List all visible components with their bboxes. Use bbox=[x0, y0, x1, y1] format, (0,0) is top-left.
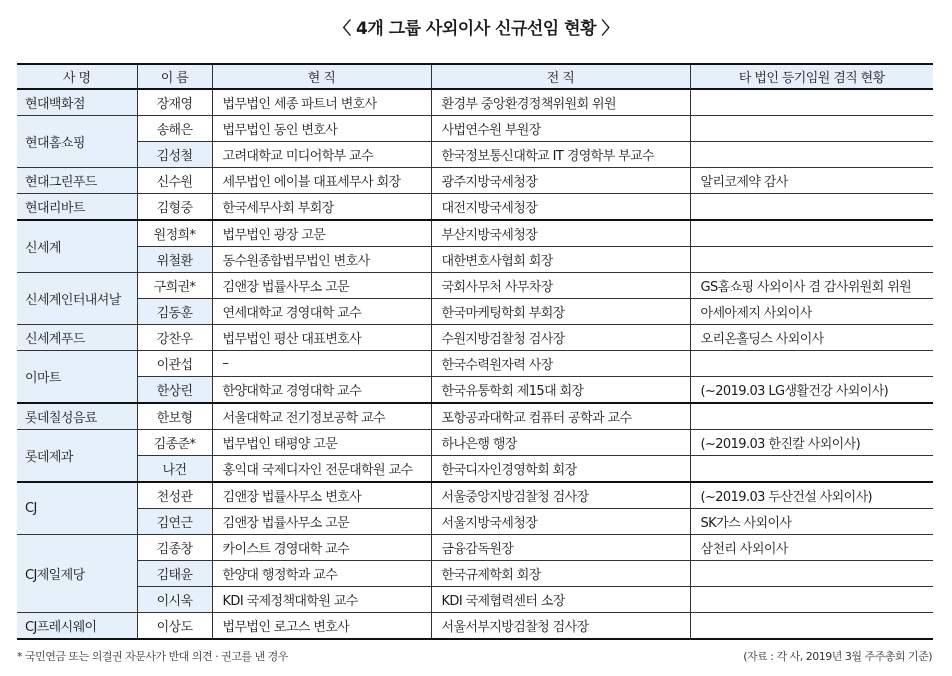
name-cell: 김종창 bbox=[137, 535, 212, 561]
current-position-cell: – bbox=[212, 351, 431, 377]
current-position-cell: 김앤장 법률사무소 변호사 bbox=[212, 482, 431, 509]
name-cell: 김형중 bbox=[137, 194, 212, 221]
other-board-cell: (~2019.03 LG생활건강 사외이사) bbox=[690, 377, 933, 404]
former-position-cell: 국회사무처 사무차장 bbox=[431, 273, 690, 299]
other-board-cell: (~2019.03 두산건설 사외이사) bbox=[690, 482, 933, 509]
current-position-cell: 세무법인 에이블 대표세무사 회장 bbox=[212, 168, 431, 194]
name-cell: 김성철 bbox=[137, 142, 212, 168]
current-position-cell: 서울대학교 전기정보공학 교수 bbox=[212, 403, 431, 430]
name-cell: 김동훈 bbox=[137, 299, 212, 325]
name-cell: 장재영 bbox=[137, 89, 212, 116]
former-position-cell: 하나은행 행장 bbox=[431, 430, 690, 456]
other-board-cell: 오리온홀딩스 사외이사 bbox=[690, 325, 933, 351]
name-cell: 신수원 bbox=[137, 168, 212, 194]
company-cell: 현대백화점 bbox=[17, 89, 137, 116]
table-row bbox=[17, 613, 933, 640]
former-position-cell: 사법연수원 부원장 bbox=[431, 116, 690, 142]
other-board-cell bbox=[690, 247, 933, 273]
current-position-cell: 한양대학교 경영대학 교수 bbox=[212, 377, 431, 404]
table-row bbox=[17, 377, 933, 404]
former-position-cell: 환경부 중앙환경정책위원회 위원 bbox=[431, 89, 690, 116]
table-row bbox=[17, 273, 933, 299]
company-cell: 롯데제과 bbox=[17, 430, 137, 483]
other-board-cell: 삼천리 사외이사 bbox=[690, 535, 933, 561]
former-position-cell: 대전지방국세청장 bbox=[431, 194, 690, 221]
former-position-cell: 금융감독원장 bbox=[431, 535, 690, 561]
table-row bbox=[17, 247, 933, 273]
other-board-cell: SK가스 사외이사 bbox=[690, 509, 933, 535]
name-cell: 이관섭 bbox=[137, 351, 212, 377]
table-body bbox=[17, 89, 933, 639]
former-position-cell: 서울중앙지방검찰청 검사장 bbox=[431, 482, 690, 509]
company-cell: 신세계푸드 bbox=[17, 325, 137, 351]
current-position-cell: 법무법인 태평양 고문 bbox=[212, 430, 431, 456]
company-cell: 신세계 bbox=[17, 220, 137, 273]
other-board-cell bbox=[690, 561, 933, 587]
current-position-cell: 동수원종합법무법인 변호사 bbox=[212, 247, 431, 273]
name-cell: 구희권* bbox=[137, 273, 212, 299]
former-position-cell: 포항공과대학교 컴퓨터 공학과 교수 bbox=[431, 403, 690, 430]
former-position-cell: 한국규제학회 회장 bbox=[431, 561, 690, 587]
current-position-cell: 김앤장 법률사무소 고문 bbox=[212, 273, 431, 299]
company-cell: 현대홈쇼핑 bbox=[17, 116, 137, 168]
name-cell: 이시욱 bbox=[137, 587, 212, 613]
former-position-cell: 서울지방국세청장 bbox=[431, 509, 690, 535]
company-cell: CJ bbox=[17, 482, 137, 535]
page-title: 〈 4개 그룹 사외이사 신규선임 현황 〉 bbox=[334, 19, 618, 39]
other-board-cell bbox=[690, 194, 933, 221]
table-row bbox=[17, 482, 933, 509]
table-row bbox=[17, 220, 933, 247]
table-row bbox=[17, 142, 933, 168]
table-header-row bbox=[17, 64, 933, 89]
name-cell: 이상도 bbox=[137, 613, 212, 640]
name-cell: 나건 bbox=[137, 456, 212, 483]
outside-directors-table bbox=[17, 63, 933, 640]
name-cell: 송해은 bbox=[137, 116, 212, 142]
current-position-cell: 홍익대 국제디자인 전문대학원 교수 bbox=[212, 456, 431, 483]
current-position-cell: 연세대학교 경영대학 교수 bbox=[212, 299, 431, 325]
other-board-cell bbox=[690, 456, 933, 483]
table-row bbox=[17, 509, 933, 535]
former-position-cell: 서울서부지방검찰청 검사장 bbox=[431, 613, 690, 640]
company-cell: 이마트 bbox=[17, 351, 137, 404]
header-name: 이 름 bbox=[137, 64, 212, 89]
source-note: (자료 : 각 사, 2019년 3월 주주총회 기준) bbox=[743, 650, 932, 663]
name-cell: 김종준* bbox=[137, 430, 212, 456]
header-company: 사 명 bbox=[17, 64, 137, 89]
name-cell: 한보형 bbox=[137, 403, 212, 430]
other-board-cell: 알리코제약 감사 bbox=[690, 168, 933, 194]
former-position-cell: 한국마케팅학회 부회장 bbox=[431, 299, 690, 325]
company-cell: 신세계인터내셔날 bbox=[17, 273, 137, 325]
other-board-cell bbox=[690, 403, 933, 430]
table-row bbox=[17, 535, 933, 561]
name-cell: 한상린 bbox=[137, 377, 212, 404]
current-position-cell: 고려대학교 미디어학부 교수 bbox=[212, 142, 431, 168]
other-board-cell bbox=[690, 220, 933, 247]
former-position-cell: 한국유통학회 제15대 회장 bbox=[431, 377, 690, 404]
other-board-cell bbox=[690, 613, 933, 640]
name-cell: 원정희* bbox=[137, 220, 212, 247]
former-position-cell: 한국수력원자력 사장 bbox=[431, 351, 690, 377]
header-former-position: 전 직 bbox=[431, 64, 690, 89]
former-position-cell: 수원지방검찰청 검사장 bbox=[431, 325, 690, 351]
table-row bbox=[17, 351, 933, 377]
former-position-cell: 대한변호사협회 회장 bbox=[431, 247, 690, 273]
company-cell: CJ제일제당 bbox=[17, 535, 137, 613]
name-cell: 김태윤 bbox=[137, 561, 212, 587]
header-current-position: 현 직 bbox=[212, 64, 431, 89]
other-board-cell bbox=[690, 587, 933, 613]
other-board-cell: 아세아제지 사외이사 bbox=[690, 299, 933, 325]
current-position-cell: 한양대 행정학과 교수 bbox=[212, 561, 431, 587]
current-position-cell: 김앤장 법률사무소 고문 bbox=[212, 509, 431, 535]
table-row bbox=[17, 587, 933, 613]
table-row bbox=[17, 299, 933, 325]
former-position-cell: KDI 국제협력센터 소장 bbox=[431, 587, 690, 613]
current-position-cell: 법무법인 평산 대표변호사 bbox=[212, 325, 431, 351]
table-row bbox=[17, 403, 933, 430]
other-board-cell bbox=[690, 116, 933, 142]
former-position-cell: 한국정보통신대학교 IT 경영학부 부교수 bbox=[431, 142, 690, 168]
name-cell: 천성관 bbox=[137, 482, 212, 509]
current-position-cell: 법무법인 동인 변호사 bbox=[212, 116, 431, 142]
name-cell: 위철환 bbox=[137, 247, 212, 273]
former-position-cell: 한국디자인경영학회 회장 bbox=[431, 456, 690, 483]
table-row bbox=[17, 194, 933, 221]
other-board-cell bbox=[690, 89, 933, 116]
former-position-cell: 부산지방국세청장 bbox=[431, 220, 690, 247]
current-position-cell: 법무법인 로고스 변호사 bbox=[212, 613, 431, 640]
footnote: * 국민연금 또는 의결권 자문사가 반대 의견 · 권고를 낸 경우 bbox=[17, 650, 288, 663]
current-position-cell: 카이스트 경영대학 교수 bbox=[212, 535, 431, 561]
other-board-cell: (~2019.03 한진칼 사외이사) bbox=[690, 430, 933, 456]
company-cell: CJ프레시웨이 bbox=[17, 613, 137, 640]
current-position-cell: 한국세무사회 부회장 bbox=[212, 194, 431, 221]
other-board-cell bbox=[690, 351, 933, 377]
name-cell: 강찬우 bbox=[137, 325, 212, 351]
other-board-cell bbox=[690, 142, 933, 168]
table-row bbox=[17, 116, 933, 142]
former-position-cell: 광주지방국세청장 bbox=[431, 168, 690, 194]
company-cell: 현대그린푸드 bbox=[17, 168, 137, 194]
company-cell: 롯데칠성음료 bbox=[17, 403, 137, 430]
current-position-cell: 법무법인 세종 파트너 변호사 bbox=[212, 89, 431, 116]
header-other-board-positions: 타 법인 등기임원 겸직 현황 bbox=[690, 64, 933, 89]
other-board-cell: GS홈쇼핑 사외이사 겸 감사위원회 위원 bbox=[690, 273, 933, 299]
table-row bbox=[17, 168, 933, 194]
table-row bbox=[17, 89, 933, 116]
table-row bbox=[17, 561, 933, 587]
company-cell: 현대리바트 bbox=[17, 194, 137, 221]
table-row bbox=[17, 430, 933, 456]
current-position-cell: 법무법인 광장 고문 bbox=[212, 220, 431, 247]
table-row bbox=[17, 456, 933, 483]
name-cell: 김연근 bbox=[137, 509, 212, 535]
current-position-cell: KDI 국제정책대학원 교수 bbox=[212, 587, 431, 613]
table-row bbox=[17, 325, 933, 351]
